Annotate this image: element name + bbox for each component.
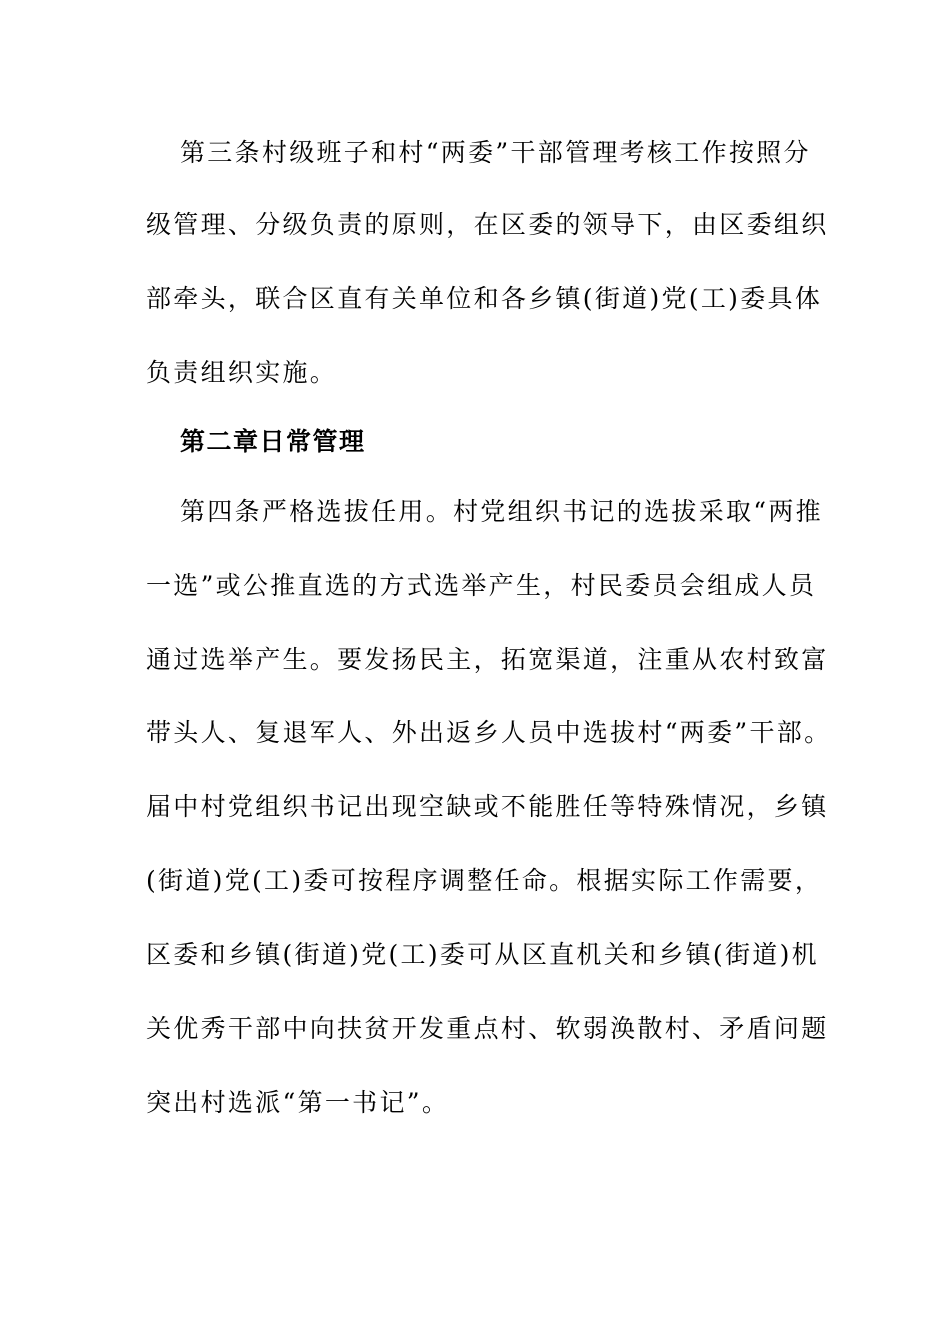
chapter-2-heading: 第二章日常管理 xyxy=(180,427,366,456)
article-4-line-3: 通过选举产生。要发扬民主，拓宽渠道，注重从农村致富 xyxy=(146,645,829,674)
article-4-line-2: 一选”或公推直选的方式选举产生，村民委员会组成人员 xyxy=(146,571,817,600)
article-4-line-4: 带头人、复退军人、外出返乡人员中选拔村“两委”干部。 xyxy=(146,718,832,747)
article-4-line-5: 届中村党组织书记出现空缺或不能胜任等特殊情况，乡镇 xyxy=(146,792,829,821)
article-3-line-2: 级管理、分级负责的原则，在区委的领导下，由区委组织 xyxy=(146,210,829,239)
article-4-line-9: 突出村选派“第一书记”。 xyxy=(146,1088,450,1117)
article-4-line-6: (街道)党(工)委可按程序调整任命。根据实际工作需要， xyxy=(146,866,823,895)
article-3-line-4: 负责组织实施。 xyxy=(146,358,338,387)
article-4-line-8: 关优秀干部中向扶贫开发重点村、软弱涣散村、矛盾问题 xyxy=(146,1014,829,1043)
article-4-line-1: 第四条严格选拔任用。村党组织书记的选拔采取“两推 xyxy=(180,497,823,526)
article-3-line-3: 部牵头，联合区直有关单位和各乡镇(街道)党(工)委具体 xyxy=(146,284,823,313)
article-4-line-7: 区委和乡镇(街道)党(工)委可从区直机关和乡镇(街道)机 xyxy=(146,940,819,969)
article-3-line-1: 第三条村级班子和村“两委”干部管理考核工作按照分 xyxy=(180,138,811,167)
